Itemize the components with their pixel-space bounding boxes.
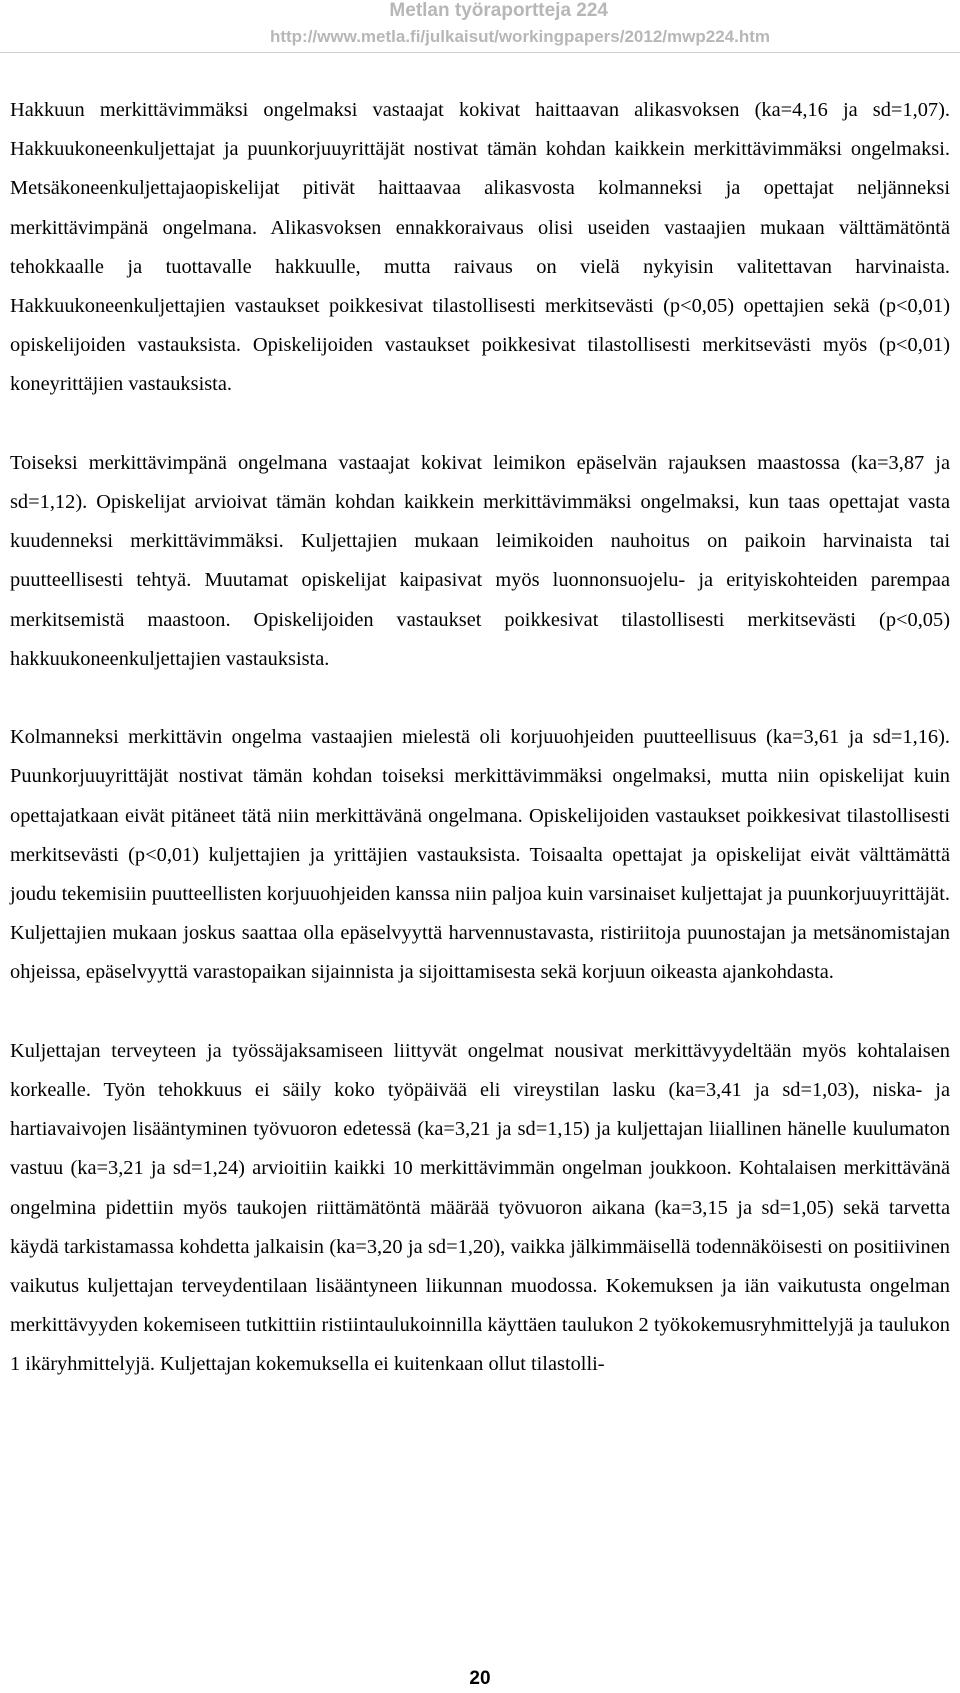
paragraph-operator-health: Kuljettajan terveyteen ja työssäjaksamiseen liittyvät ongelmat nousivat merkittävyydeltään myös kohtalaisen korkealle. Työn tehokkuus ei säily koko työpäivää eli vireystilan lasku (ka=3,41 ja sd=1,03), niska- ja hartiavaivojen lisääntyminen työvuoron edetessä (ka=3,21 ja sd=1,15) ja kuljettajan liiallinen hänelle kuulumaton vastuu (ka=3,21 ja sd=1,24) arvioitiin kaikki 10 merkittävimmän ongelman joukkoon. Kohtalaisen merkittävänä ongelmina pidettiin myös taukojen riittämätöntä määrää työvuoron aikana (ka=3,15 ja sd=1,05) sekä tarvetta käydä tarkistamassa kohdetta jalkaisin (ka=3,20 ja sd=1,20), vaikka jälkimmäisellä todennäköisesti on positiivinen vaikutus kuljettajan terveydentilaan lisääntyneen liikunnan muodossa. Kokemuksen ja iän vaikutusta ongelman merkittävyyden kokemiseen tutkittiin ristiintaulukoinnilla käyttäen taulukon 2 työkokemusryhmittelyjä ja taulukon 1 ikäryhmittelyjä. Kuljettajan kokemuksella ei kuitenkaan ollut tilastolli-	[10, 1039, 950, 1376]
header-divider	[0, 52, 960, 53]
page-number: 20	[469, 1668, 491, 1689]
paragraph-harvest-instructions: Kolmanneksi merkittävin ongelma vastaajien mielestä oli korjuuohjeiden puutteellisuus (ka=3,61 ja sd=1,16). Puunkorjuuyrittäjät nostivat tämän kohdan toiseksi merkittävimmäksi ongelmaksi, mutta niin opiskelijat kuin opettajatkaan eivät pitäneet tätä niin merkittävänä ongelmana. Opiskelijoiden vastaukset poikkesivat tilastollisesti merkitsevästi (p<0,01) kuljettajien ja yrittäjien vastauksista. Toisaalta opettajat ja opiskelijat eivät välttämättä joudu tekemisiin puutteellisten korjuuohjeiden kanssa niin paljoa kuin varsinaiset kuljettajat ja puunkorjuuyrittäjät. Kuljettajien mukaan joskus saattaa olla epäselvyyttä harvennustavasta, ristiriitoja puunostajan ja metsänomistajan ohjeissa, epäselvyyttä varastopaikan sijainnista ja sijoittamisesta sekä korjuun oikeasta ajankohdasta.	[10, 726, 950, 984]
paragraph-harvest-undergrowth: Hakkuun merkittävimmäksi ongelmaksi vastaajat kokivat haittaavan alikasvoksen (ka=4,16 ja sd=1,07). Hakkuukoneenkuljettajat ja puunkorjuuyrittäjät nostivat tämän kohdan kaikkein merkittävimmäksi ongelmaksi. Metsäkoneenkuljettajaopiskelijat pitivät haittaavaa alikasvosta kolmanneksi ja opettajat neljänneksi merkittävimpänä ongelmana. Alikasvoksen ennakkoraivaus olisi useiden vastaajien mukaan välttämätöntä tehokkaalle ja tuottavalle hakkuulle, mutta raivaus on vielä nykyisin valitettavan harvinaista. Hakkuukoneenkuljettajien vastaukset poikkesivat tilastollisesti merkitsevästi (p<0,05) opettajien sekä (p<0,01) opiskelijoiden vastauksista. Opiskelijoiden vastaukset poikkesivat tilastollisesti merkitsevästi myös (p<0,01) koneyrittäjien vastauksista.	[10, 99, 950, 396]
publication-url[interactable]: http://www.metla.fi/julkaisut/workingpapers/2012/mwp224.htm	[269, 27, 770, 46]
document-body	[10, 91, 950, 1424]
page-header	[0, 0, 960, 56]
paragraph-stand-boundary: Toiseksi merkittävimpänä ongelmana vastaajat kokivat leimikon epäselvän rajauksen maastossa (ka=3,87 ja sd=1,12). Opiskelijat arvioivat tämän kohdan kaikkein merkittävimmäksi ongelmaksi, kun taas opettajat vasta kuudenneksi merkittävimmäksi. Kuljettajien mukaan leimikoiden nauhoitus on paikoin harvinaista tai puutteellisesti tehtyä. Muutamat opiskelijat kaipasivat myös luonnonsuojelu- ja erityiskohteiden parempaa merkitsemistä maastoon. Opiskelijoiden vastaukset poikkesivat tilastollisesti merkitsevästi (p<0,05) hakkuukoneenkuljettajien vastauksista.	[10, 451, 950, 670]
publication-series-title: Metlan työraportteja 224	[389, 0, 608, 21]
